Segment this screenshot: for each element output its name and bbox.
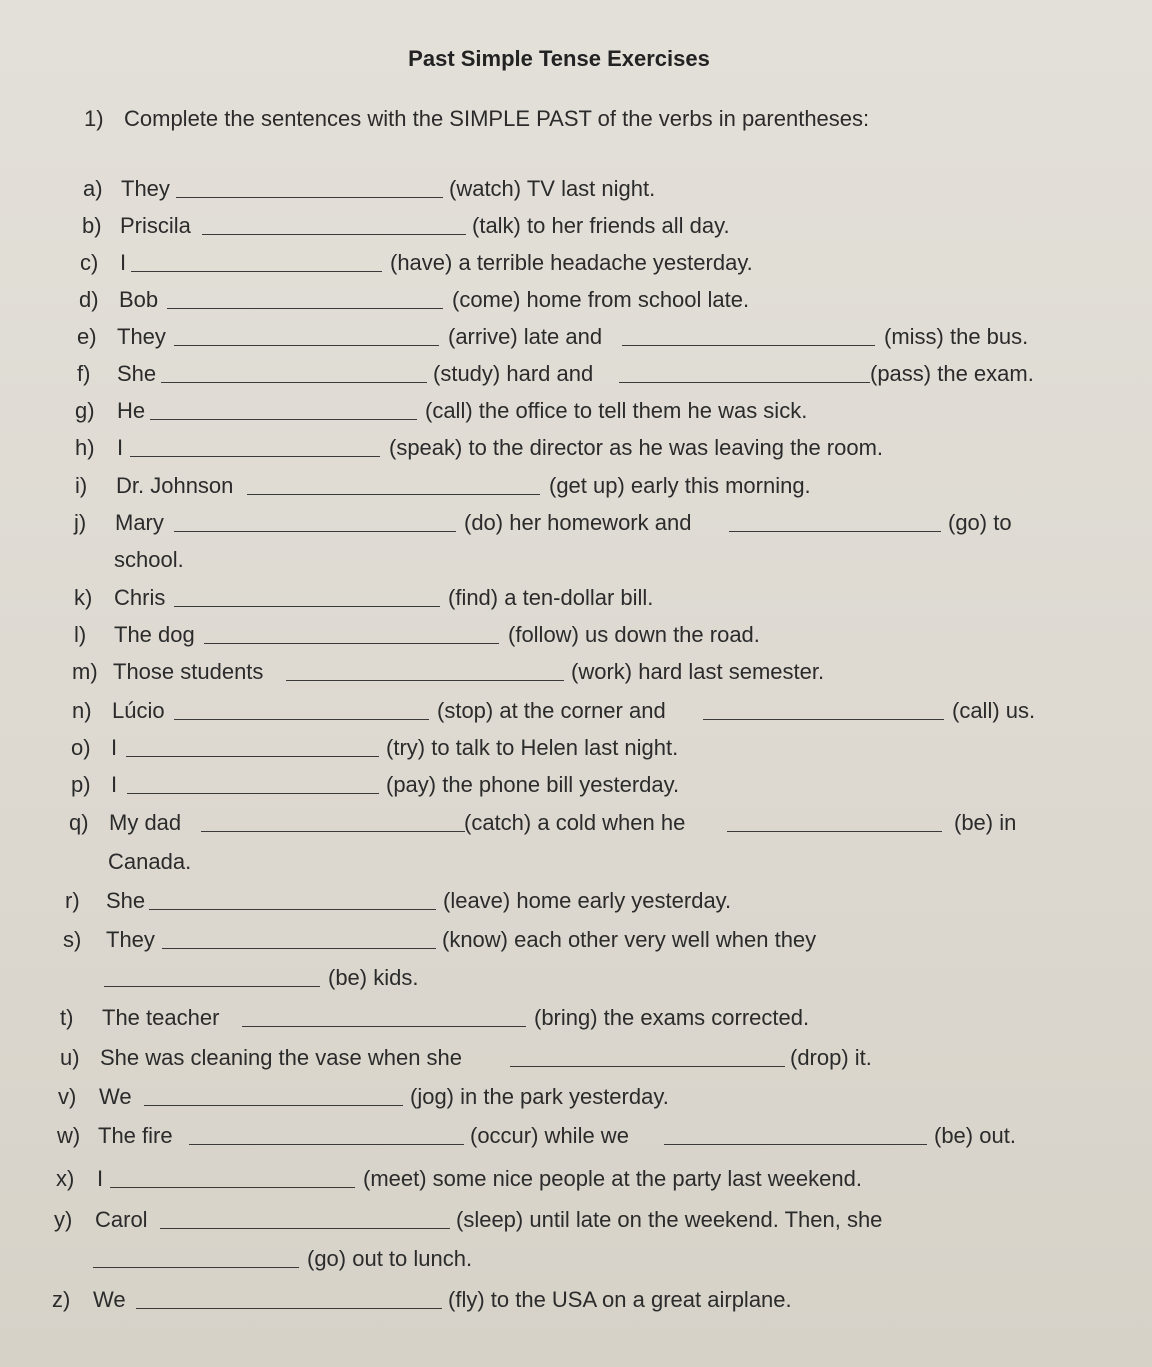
answer-blank[interactable] (242, 1026, 526, 1027)
item-label: v) (58, 1084, 77, 1109)
answer-blank[interactable] (126, 756, 379, 757)
verb-prompt: (study) hard and (433, 361, 594, 386)
verb-prompt: (arrive) late and (448, 324, 603, 349)
item-label: l) (74, 622, 87, 647)
item-subject: The fire (98, 1123, 173, 1148)
verb-prompt: (stop) at the corner and (437, 698, 666, 723)
verb-prompt: (drop) it. (790, 1045, 872, 1070)
verb-prompt: (know) each other very well when they (442, 927, 817, 952)
item-subject: They (121, 176, 170, 201)
answer-blank[interactable] (110, 1187, 355, 1188)
item-label: n) (72, 698, 92, 723)
item-subject: Those students (113, 659, 264, 684)
item-subject: We (99, 1084, 132, 1109)
answer-blank[interactable] (104, 986, 320, 987)
verb-prompt: (try) to talk to Helen last night. (386, 735, 679, 760)
verb-prompt: (call) us. (952, 698, 1036, 723)
answer-blank[interactable] (174, 531, 456, 532)
answer-blank[interactable] (286, 680, 564, 681)
answer-blank[interactable] (510, 1066, 785, 1067)
verb-prompt: (go) to (948, 510, 1012, 535)
item-label: a) (83, 176, 103, 201)
item-label: w) (57, 1123, 81, 1148)
answer-blank[interactable] (174, 719, 429, 720)
verb-prompt: (be) out. (934, 1123, 1016, 1148)
item-label: z) (52, 1287, 71, 1312)
answer-blank[interactable] (160, 1228, 450, 1229)
verb-prompt: (be) kids. (328, 965, 419, 990)
item-subject: She (106, 888, 146, 913)
answer-blank[interactable] (204, 643, 499, 644)
item-label: d) (79, 287, 99, 312)
item-continuation: Canada. (108, 849, 192, 874)
item-subject: I (111, 735, 118, 760)
item-label: x) (56, 1166, 75, 1191)
answer-blank[interactable] (130, 456, 380, 457)
item-subject: I (120, 250, 127, 275)
answer-blank[interactable] (162, 948, 436, 949)
answer-blank[interactable] (161, 382, 427, 383)
verb-prompt: (leave) home early yesterday. (443, 888, 732, 913)
verb-prompt: (bring) the exams corrected. (534, 1005, 810, 1030)
item-subject: Priscila (120, 213, 191, 238)
item-label: u) (60, 1045, 80, 1070)
instruction-text: Complete the sentences with the SIMPLE PAST of the verbs in parentheses: (124, 106, 870, 131)
verb-prompt: (call) the office to tell them he was sick. (425, 398, 808, 423)
verb-prompt: (sleep) until late on the weekend. Then, she (456, 1207, 883, 1232)
item-subject: My dad (109, 810, 182, 835)
item-label: i) (75, 473, 88, 498)
item-subject: The teacher (102, 1005, 220, 1030)
verb-prompt: (catch) a cold when he (464, 810, 686, 835)
item-label: h) (75, 435, 95, 460)
verb-prompt: (watch) TV last night. (449, 176, 656, 201)
answer-blank[interactable] (727, 831, 942, 832)
answer-blank[interactable] (149, 909, 436, 910)
item-label: g) (75, 398, 95, 423)
verb-prompt: (jog) in the park yesterday. (410, 1084, 669, 1109)
verb-prompt: (occur) while we (470, 1123, 629, 1148)
item-label: y) (54, 1207, 73, 1232)
item-subject: Carol (95, 1207, 148, 1232)
answer-blank[interactable] (174, 606, 440, 607)
answer-blank[interactable] (247, 494, 540, 495)
verb-prompt: (talk) to her friends all day. (472, 213, 730, 238)
item-subject: I (117, 435, 124, 460)
item-subject: Lúcio (112, 698, 165, 723)
item-subject: The dog (114, 622, 195, 647)
item-label: k) (74, 585, 93, 610)
verb-prompt: (meet) some nice people at the party last weekend. (363, 1166, 862, 1191)
answer-blank[interactable] (202, 234, 466, 235)
item-label: b) (82, 213, 102, 238)
answer-blank[interactable] (93, 1267, 299, 1268)
answer-blank[interactable] (167, 308, 443, 309)
item-label: o) (71, 735, 91, 760)
answer-blank[interactable] (127, 793, 379, 794)
item-label: j) (74, 510, 87, 535)
item-continuation: school. (114, 547, 184, 572)
answer-blank[interactable] (619, 382, 870, 383)
answer-blank[interactable] (176, 197, 443, 198)
answer-blank[interactable] (144, 1105, 403, 1106)
item-subject: She was cleaning the vase when she (100, 1045, 463, 1070)
item-subject: We (93, 1287, 126, 1312)
verb-prompt: (get up) early this morning. (549, 473, 811, 498)
verb-prompt: (come) home from school late. (452, 287, 750, 312)
item-label: p) (71, 772, 91, 797)
verb-prompt: (speak) to the director as he was leaving the room. (389, 435, 884, 460)
answer-blank[interactable] (622, 345, 875, 346)
item-label: q) (69, 810, 89, 835)
item-label: m) (72, 659, 98, 684)
item-label: r) (65, 888, 80, 913)
answer-blank[interactable] (703, 719, 944, 720)
instruction (84, 106, 869, 132)
answer-blank[interactable] (189, 1144, 464, 1145)
item-subject: Bob (119, 287, 159, 312)
item-subject: They (117, 324, 166, 349)
verb-prompt: (follow) us down the road. (508, 622, 760, 647)
verb-prompt: (pass) the exam. (870, 361, 1034, 386)
answer-blank[interactable] (174, 345, 439, 346)
item-label: e) (77, 324, 97, 349)
item-subject: I (111, 772, 118, 797)
answer-blank[interactable] (664, 1144, 927, 1145)
answer-blank[interactable] (131, 271, 382, 272)
item-label: c) (80, 250, 99, 275)
verb-prompt: (do) her homework and (464, 510, 692, 535)
verb-prompt: (be) in (954, 810, 1017, 835)
item-label: t) (60, 1005, 74, 1030)
verb-prompt: (go) out to lunch. (307, 1246, 473, 1271)
answer-blank[interactable] (150, 419, 417, 420)
item-label: s) (63, 927, 82, 952)
answer-blank[interactable] (729, 531, 941, 532)
item-subject: Dr. Johnson (116, 473, 234, 498)
verb-prompt: (pay) the phone bill yesterday. (386, 772, 680, 797)
verb-prompt: (work) hard last semester. (571, 659, 825, 684)
item-subject: I (97, 1166, 104, 1191)
answer-blank[interactable] (201, 831, 465, 832)
page-title: Past Simple Tense Exercises (408, 46, 710, 71)
item-subject: Mary (115, 510, 164, 535)
item-subject: Chris (114, 585, 166, 610)
item-subject: They (106, 927, 155, 952)
answer-blank[interactable] (136, 1308, 442, 1309)
verb-prompt: (miss) the bus. (884, 324, 1029, 349)
verb-prompt: (fly) to the USA on a great airplane. (448, 1287, 792, 1312)
item-label: f) (77, 361, 91, 386)
verb-prompt: (have) a terrible headache yesterday. (390, 250, 753, 275)
item-subject: He (117, 398, 146, 423)
verb-prompt: (find) a ten-dollar bill. (448, 585, 654, 610)
exercise-number: 1) (84, 106, 104, 131)
item-subject: She (117, 361, 157, 386)
